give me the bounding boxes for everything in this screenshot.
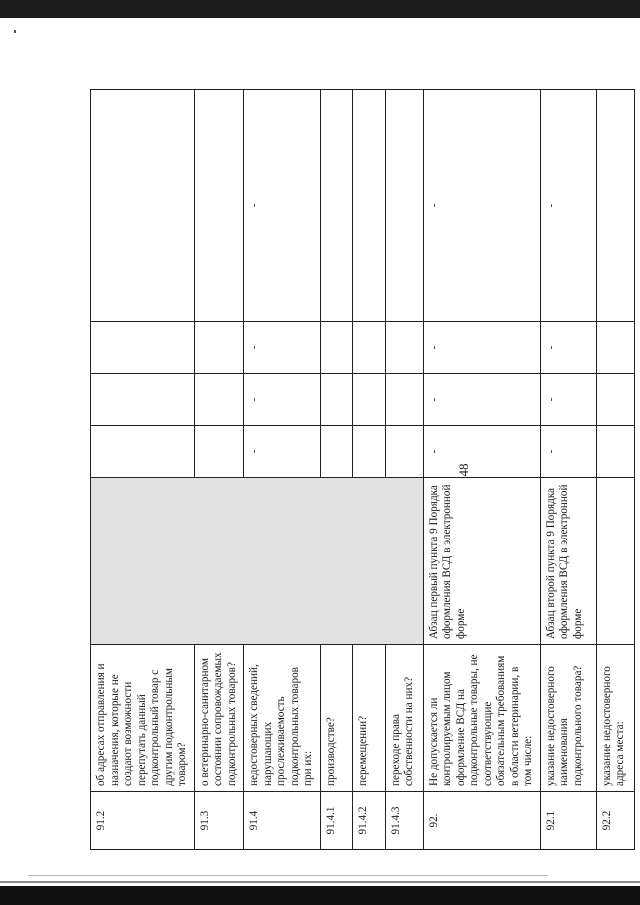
mark-cell: -	[540, 374, 596, 426]
rotated-page	[90, 90, 626, 850]
mark-cell: -	[423, 374, 540, 426]
mark-cell	[320, 90, 352, 322]
mark-cell: -	[244, 322, 321, 374]
mark-cell: -	[244, 374, 321, 426]
row-number: 91.4.3	[385, 792, 423, 850]
row-number: 92.	[423, 792, 540, 850]
table-row	[91, 90, 195, 850]
table-row	[194, 90, 244, 850]
page-number: 48	[456, 463, 471, 477]
reference-cell	[596, 478, 634, 645]
mark-cell	[91, 322, 195, 374]
question-cell: Не допускается ли контролируемым лицом оформление ВСД на подконтрольные товары, не соответствующие обязательным требованиям в области ветеринарии, в том числе:	[423, 645, 540, 792]
mark-cell: -	[423, 426, 540, 478]
checklist-table	[90, 89, 635, 850]
table-row	[352, 90, 385, 850]
row-number: 91.4	[244, 792, 321, 850]
mark-cell: -	[540, 322, 596, 374]
question-cell: производстве?	[320, 645, 352, 792]
mark-cell	[596, 90, 634, 322]
mark-cell: -	[244, 90, 321, 322]
mark-cell	[352, 426, 385, 478]
row-number: 91.3	[194, 792, 244, 850]
mark-cell	[385, 90, 423, 322]
reference-cell: Абзац второй пункта 9 Порядка оформления ВСД в электронной форме	[540, 478, 596, 645]
mark-cell	[596, 322, 634, 374]
table-row	[596, 90, 634, 850]
mark-cell	[385, 374, 423, 426]
mark-cell	[320, 426, 352, 478]
mark-cell	[194, 322, 244, 374]
mark-cell	[385, 322, 423, 374]
question-cell: указание недостоверного адреса места:	[596, 645, 634, 792]
scan-speck	[14, 30, 16, 33]
mark-cell	[596, 426, 634, 478]
scan-bottom-border	[0, 886, 640, 905]
row-number: 91.4.2	[352, 792, 385, 850]
table-row	[540, 90, 596, 850]
mark-cell	[91, 90, 195, 322]
question-cell: недостоверных сведений, нарушающих прослеживаемость подконтрольных товаров при их:	[244, 645, 321, 792]
mark-cell	[385, 426, 423, 478]
question-cell: переходе права собственности на них?	[385, 645, 423, 792]
row-number: 91.4.1	[320, 792, 352, 850]
question-cell: перемещении?	[352, 645, 385, 792]
question-cell: об адресах отправления и назначения, которые не создают возможности перепутать данный подконтрольный товар с другим подконтрольным товаром?	[91, 645, 195, 792]
table-row	[320, 90, 352, 850]
scan-top-border	[0, 0, 640, 18]
mark-cell: -	[540, 90, 596, 322]
mark-cell: -	[540, 426, 596, 478]
mark-cell	[352, 322, 385, 374]
mark-cell: -	[244, 426, 321, 478]
mark-cell	[352, 374, 385, 426]
row-number: 92.2	[596, 792, 634, 850]
row-number: 92.1	[540, 792, 596, 850]
table-row	[244, 90, 321, 850]
scan-bottom-rule	[0, 881, 640, 883]
scan-line	[28, 875, 548, 876]
mark-cell	[194, 90, 244, 322]
mark-cell	[596, 374, 634, 426]
question-cell: указание недостоверного наименования подконтрольного товара?	[540, 645, 596, 792]
reference-cell: Абзац первый пункта 9 Порядка оформления ВСД в электронной форме	[423, 478, 540, 645]
table-row	[423, 90, 540, 850]
mark-cell	[91, 426, 195, 478]
mark-cell	[320, 374, 352, 426]
mark-cell	[91, 374, 195, 426]
question-cell: о ветеринарно-санитарном состоянии сопровождаемых подконтрольных товаров?	[194, 645, 244, 792]
mark-cell	[194, 374, 244, 426]
mark-cell	[320, 322, 352, 374]
mark-cell	[194, 426, 244, 478]
mark-cell	[352, 90, 385, 322]
mark-cell: -	[423, 322, 540, 374]
reference-cell	[91, 478, 424, 645]
row-number: 91.2	[91, 792, 195, 850]
table-row	[385, 90, 423, 850]
mark-cell: -	[423, 90, 540, 322]
